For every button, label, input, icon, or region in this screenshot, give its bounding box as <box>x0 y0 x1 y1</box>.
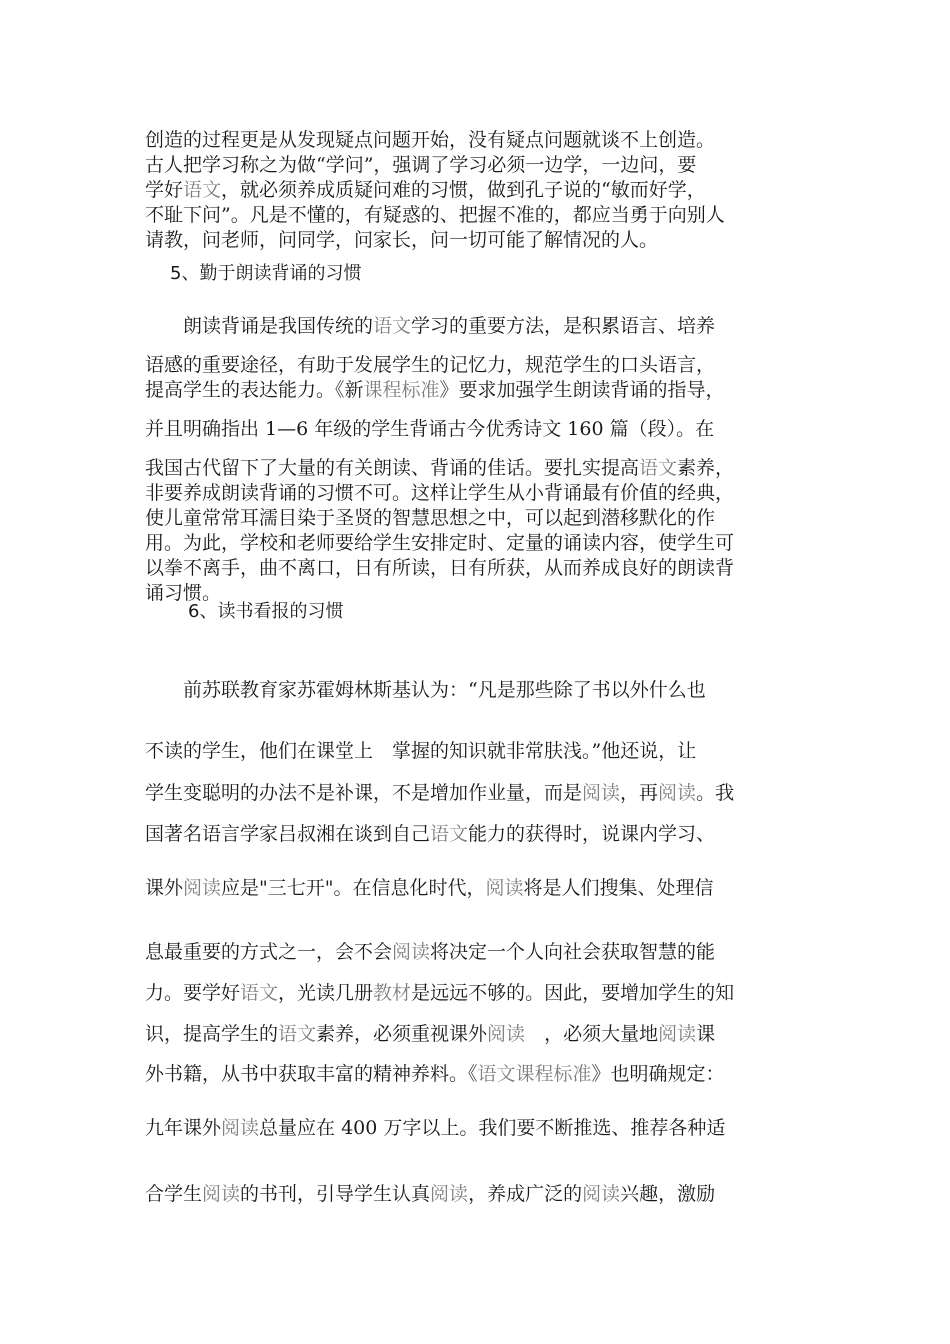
keyword-text: 语文 <box>373 315 412 337</box>
text-line <box>145 1115 825 1141</box>
keyword-text: 阅读 <box>392 941 431 963</box>
text-segment: 力。要学好 <box>145 982 241 1004</box>
text-segment: 》要求加强学生朗读背诵的指导， <box>439 379 725 401</box>
text-line <box>145 875 825 901</box>
text-segment: 素养，必须重视课外 <box>316 1023 488 1045</box>
text-segment: 应是"三七开"。在信息化时代， <box>221 877 486 899</box>
keyword-text: 语文 <box>278 1023 317 1045</box>
text-line <box>183 313 863 339</box>
text-segment: 提高学生的表达能力。《新 <box>145 379 364 401</box>
keyword-text: 阅读 <box>582 782 621 804</box>
text-line <box>145 455 825 481</box>
keyword-text: 教材 <box>373 982 412 1004</box>
keyword-text: 阅读 <box>183 877 222 899</box>
text-segment: 国著名语言学家吕叔湘在谈到自己 <box>145 823 431 845</box>
text-segment: ，必须大量地 <box>525 1023 659 1045</box>
text-segment: 学好 <box>145 179 184 201</box>
text-line: 使儿童常常耳濡目染于圣贤的智慧思想之中，可以起到潜移默化的作 <box>145 507 716 529</box>
keyword-text: 阅读 <box>202 1183 241 1205</box>
keyword-text: 阅读 <box>487 1023 526 1045</box>
text-line: 语感的重要途径，有助于发展学生的记忆力，规范学生的口头语言， <box>145 354 716 376</box>
keyword-text: 语文课程标准 <box>477 1063 592 1085</box>
text-line <box>145 939 825 965</box>
text-line: 请教，问老师，问同学，问家长，问一切可能了解情况的人。 <box>145 229 659 251</box>
text-segment: 息最重要的方式之一，会不会 <box>145 941 393 963</box>
text-segment: 朗读背诵是我国传统的 <box>183 315 374 337</box>
text-line <box>145 1061 825 1087</box>
text-line <box>145 1021 825 1047</box>
keyword-text: 阅读 <box>485 877 524 899</box>
keyword-text: 阅读 <box>658 782 697 804</box>
keyword-text: 语文 <box>240 982 279 1004</box>
text-segment: 学习的重要方法，是积累语言、培养 <box>411 315 716 337</box>
text-segment: ，再 <box>620 782 659 804</box>
text-segment: 》也明确规定： <box>591 1063 725 1085</box>
text-line: 前苏联教育家苏霍姆林斯基认为：“凡是那些除了书以外什么也 <box>183 679 706 701</box>
keyword-text: 课程标准 <box>363 379 440 401</box>
text-segment: ，光读几册 <box>278 982 374 1004</box>
keyword-text: 阅读 <box>582 1183 621 1205</box>
section-heading-5: 5、勤于朗读背诵的习惯 <box>170 263 362 284</box>
text-segment: 。我 <box>696 782 735 804</box>
keyword-text: 语文 <box>430 823 469 845</box>
text-segment: 我国古代留下了大量的有关朗读、背诵的佳话。要扎实提高 <box>145 457 640 479</box>
text-segment: 总量应在 400 万字以上。我们要不断推选、推荐各种适 <box>259 1117 726 1139</box>
keyword-text: 阅读 <box>658 1023 697 1045</box>
text-segment: 识，提高学生的 <box>145 1023 279 1045</box>
text-line: 以拳不离手，曲不离口，日有所读，日有所获，从而养成良好的朗读背 <box>145 557 735 579</box>
text-segment: 将是人们搜集、处理信 <box>523 877 714 899</box>
text-line <box>145 1181 825 1207</box>
text-line: 非要养成朗读背诵的习惯不可。这样让学生从小背诵最有价值的经典， <box>145 482 735 504</box>
text-line <box>145 780 825 806</box>
text-line <box>145 377 825 403</box>
text-segment: 是远远不够的。因此，要增加学生的知 <box>411 982 735 1004</box>
text-segment: 九年课外 <box>145 1117 222 1139</box>
text-segment: ，就必须养成质疑问难的习惯，做到孔子说的“敏而好学， <box>221 179 706 201</box>
text-segment: 外书籍，从书中获取丰富的精神养料。《 <box>145 1063 478 1085</box>
text-segment: 课外 <box>145 877 184 899</box>
text-line: 古人把学习称之为做“学问”，强调了学习必须一边学，一边问，要 <box>145 154 697 176</box>
text-line: 不读的学生，他们在课堂上 掌握的知识就非常肤浅。”他还说，让 <box>145 740 697 762</box>
text-segment: 将决定一个人向社会获取智慧的能 <box>430 941 716 963</box>
section-heading-6: 6、读书看报的习惯 <box>188 601 344 622</box>
keyword-text: 阅读 <box>430 1183 469 1205</box>
text-segment: 素养， <box>677 457 735 479</box>
keyword-text: 语文 <box>183 179 222 201</box>
text-segment: 能力的获得时，说课内学习、 <box>468 823 716 845</box>
text-segment: 兴趣，激励 <box>620 1183 716 1205</box>
text-line <box>145 177 825 203</box>
text-segment: 合学生 <box>145 1183 203 1205</box>
text-line <box>145 821 825 847</box>
text-line: 用。为此，学校和老师要给学生安排定时、定量的诵读内容，使学生可 <box>145 532 735 554</box>
text-line <box>145 980 825 1006</box>
keyword-text: 阅读 <box>221 1117 260 1139</box>
text-line: 诵习惯。 <box>145 582 222 604</box>
text-line: 并且明确指出 1—6 年级的学生背诵古今优秀诗文 160 篇（段）。在 <box>145 418 715 440</box>
text-segment: 学生变聪明的办法不是补课，不是增加作业量，而是 <box>145 782 583 804</box>
text-segment: 课 <box>696 1023 716 1045</box>
text-line: 不耻下问”。凡是不懂的，有疑惑的、把握不准的，都应当勇于向别人 <box>145 204 725 226</box>
text-segment: ，养成广泛的 <box>468 1183 583 1205</box>
text-line: 创造的过程更是从发现疑点问题开始，没有疑点问题就谈不上创造。 <box>145 129 716 151</box>
keyword-text: 语文 <box>639 457 678 479</box>
text-segment: 的书刊，引导学生认真 <box>240 1183 431 1205</box>
